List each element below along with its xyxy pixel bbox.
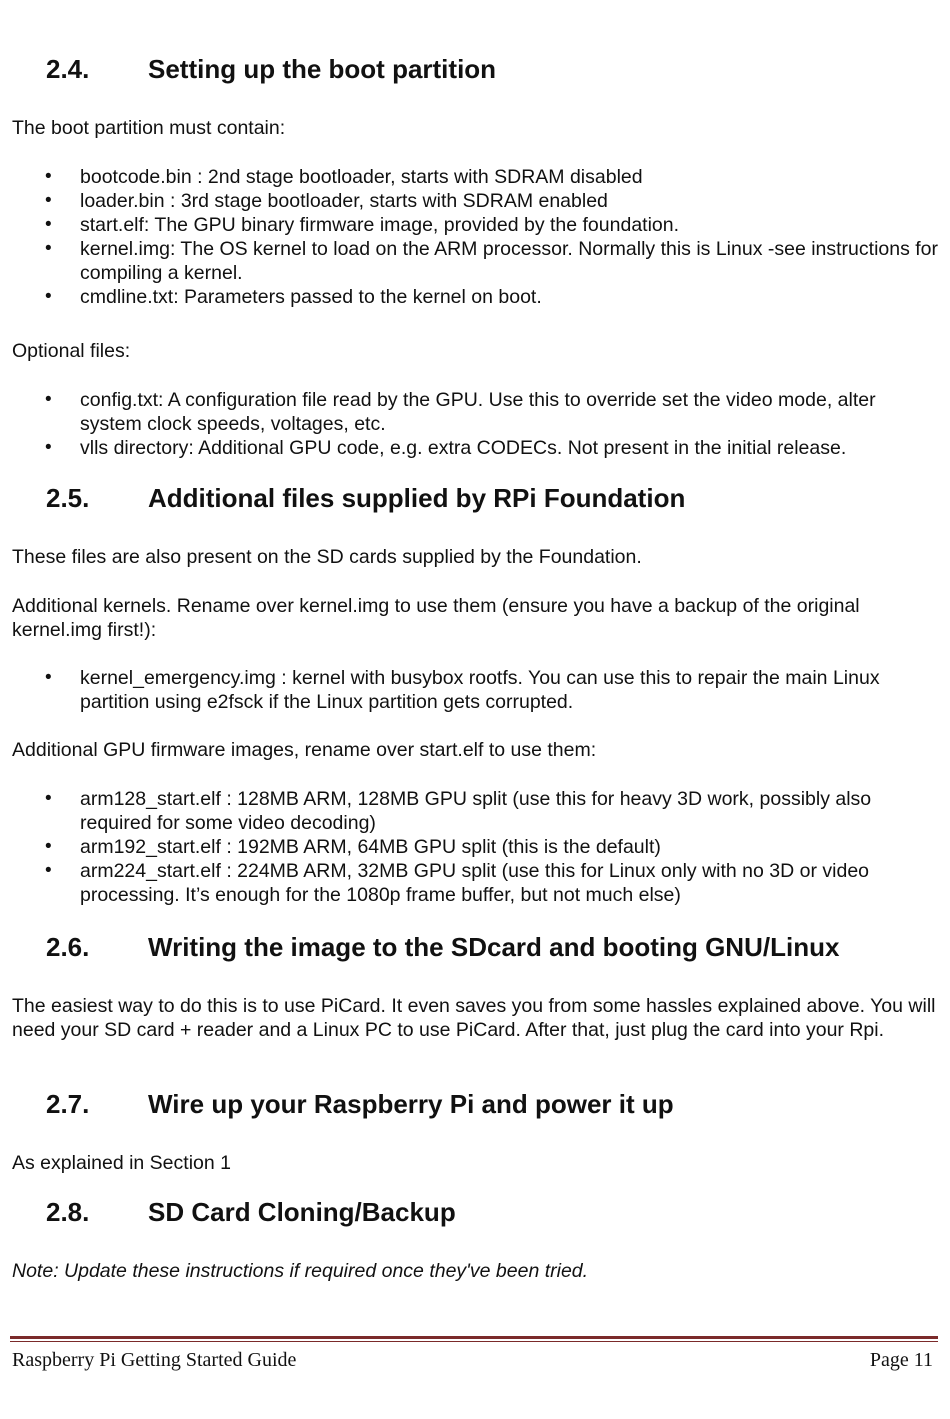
list-item xyxy=(12,237,938,285)
section-title: Wire up your Raspberry Pi and power it up xyxy=(148,1089,674,1119)
list-item xyxy=(12,189,938,213)
list-item xyxy=(12,666,938,714)
kernels-intro: Additional kernels. Rename over kernel.img to use them (ensure you have a backup of the original kernel.img first!): xyxy=(12,595,860,641)
bullet-icon: • xyxy=(45,437,52,458)
cloning-note: Note: Update these instructions if required once they've been tried. xyxy=(12,1260,589,1282)
additional-intro: These files are also present on the SD cards supplied by the Foundation. xyxy=(12,546,642,568)
bullet-icon: • xyxy=(45,166,52,187)
optional-intro: Optional files: xyxy=(12,340,131,362)
list-item xyxy=(12,213,938,237)
footer-divider xyxy=(10,1336,938,1339)
list-item-text: start.elf: The GPU binary firmware image, provided by the foundation. xyxy=(80,214,680,236)
kernel-list xyxy=(12,666,938,714)
list-item xyxy=(12,285,938,309)
list-item-text: kernel.img: The OS kernel to load on the ARM processor. Normally this is Linux -see instructions for compiling a kernel. xyxy=(80,238,939,284)
section-number: 2.7. xyxy=(46,1089,90,1119)
writing-text: The easiest way to do this is to use PiCard. It even saves you from some hassles explained above. You will need your SD card + reader and a Linux PC to use PiCard. After that, just plug the card into your Rpi. xyxy=(12,995,936,1041)
list-item xyxy=(12,436,938,460)
list-item-text: arm128_start.elf : 128MB ARM, 128MB GPU split (use this for heavy 3D work, possibly also required for some video decoding) xyxy=(80,788,872,834)
bullet-icon: • xyxy=(45,788,52,809)
section-title: Setting up the boot partition xyxy=(148,54,497,84)
list-item xyxy=(12,859,938,907)
section-number: 2.5. xyxy=(46,483,90,513)
boot-file-list xyxy=(12,165,938,309)
list-item xyxy=(12,787,938,835)
section-heading-2-5 xyxy=(46,483,685,514)
section-title: SD Card Cloning/Backup xyxy=(148,1197,456,1227)
bullet-icon: • xyxy=(45,836,52,857)
list-item-text: arm192_start.elf : 192MB ARM, 64MB GPU split (this is the default) xyxy=(80,836,661,858)
list-item-text: kernel_emergency.img : kernel with busybox rootfs. You can use this to repair the main Linux partition using e2fsck if the Linux partition gets corrupted. xyxy=(80,667,880,713)
bullet-icon: • xyxy=(45,860,52,881)
firmware-list xyxy=(12,787,938,907)
section-heading-2-4 xyxy=(46,54,496,85)
section-heading-2-6 xyxy=(46,932,839,963)
list-item-text: vlls directory: Additional GPU code, e.g. extra CODECs. Not present in the initial release. xyxy=(80,437,847,459)
list-item-text: cmdline.txt: Parameters passed to the kernel on boot. xyxy=(80,286,542,308)
bullet-icon: • xyxy=(45,190,52,211)
bullet-icon: • xyxy=(45,238,52,259)
section-number: 2.6. xyxy=(46,932,90,962)
list-item-text: loader.bin : 3rd stage bootloader, starts with SDRAM enabled xyxy=(80,190,608,212)
section-number: 2.8. xyxy=(46,1197,90,1227)
section-title: Writing the image to the SDcard and booting GNU/Linux xyxy=(148,932,840,962)
section-number: 2.4. xyxy=(46,54,90,84)
section-heading-2-7 xyxy=(46,1089,674,1120)
list-item xyxy=(12,388,938,436)
footer-title: Raspberry Pi Getting Started Guide xyxy=(12,1349,297,1371)
list-item-text: config.txt: A configuration file read by the GPU. Use this to override set the video mode, alter system clock speeds, voltages, etc. xyxy=(80,389,876,435)
page-number: Page 11 xyxy=(869,1349,933,1371)
list-item xyxy=(12,835,938,859)
bullet-icon: • xyxy=(45,286,52,307)
wire-text: As explained in Section 1 xyxy=(12,1152,231,1174)
bullet-icon: • xyxy=(45,389,52,410)
section-title: Additional files supplied by RPi Foundation xyxy=(148,483,686,513)
list-item xyxy=(12,165,938,189)
list-item-text: bootcode.bin : 2nd stage bootloader, starts with SDRAM disabled xyxy=(80,166,643,188)
boot-intro: The boot partition must contain: xyxy=(12,117,286,139)
bullet-icon: • xyxy=(45,667,52,688)
optional-file-list xyxy=(12,388,938,460)
footer-divider-thin xyxy=(10,1341,938,1342)
bullet-icon: • xyxy=(45,214,52,235)
section-heading-2-8 xyxy=(46,1197,456,1228)
firmware-intro: Additional GPU firmware images, rename over start.elf to use them: xyxy=(12,739,597,761)
list-item-text: arm224_start.elf : 224MB ARM, 32MB GPU split (use this for Linux only with no 3D or video processing. It’s enough for the 1080p frame buffer, but not much else) xyxy=(80,860,870,906)
